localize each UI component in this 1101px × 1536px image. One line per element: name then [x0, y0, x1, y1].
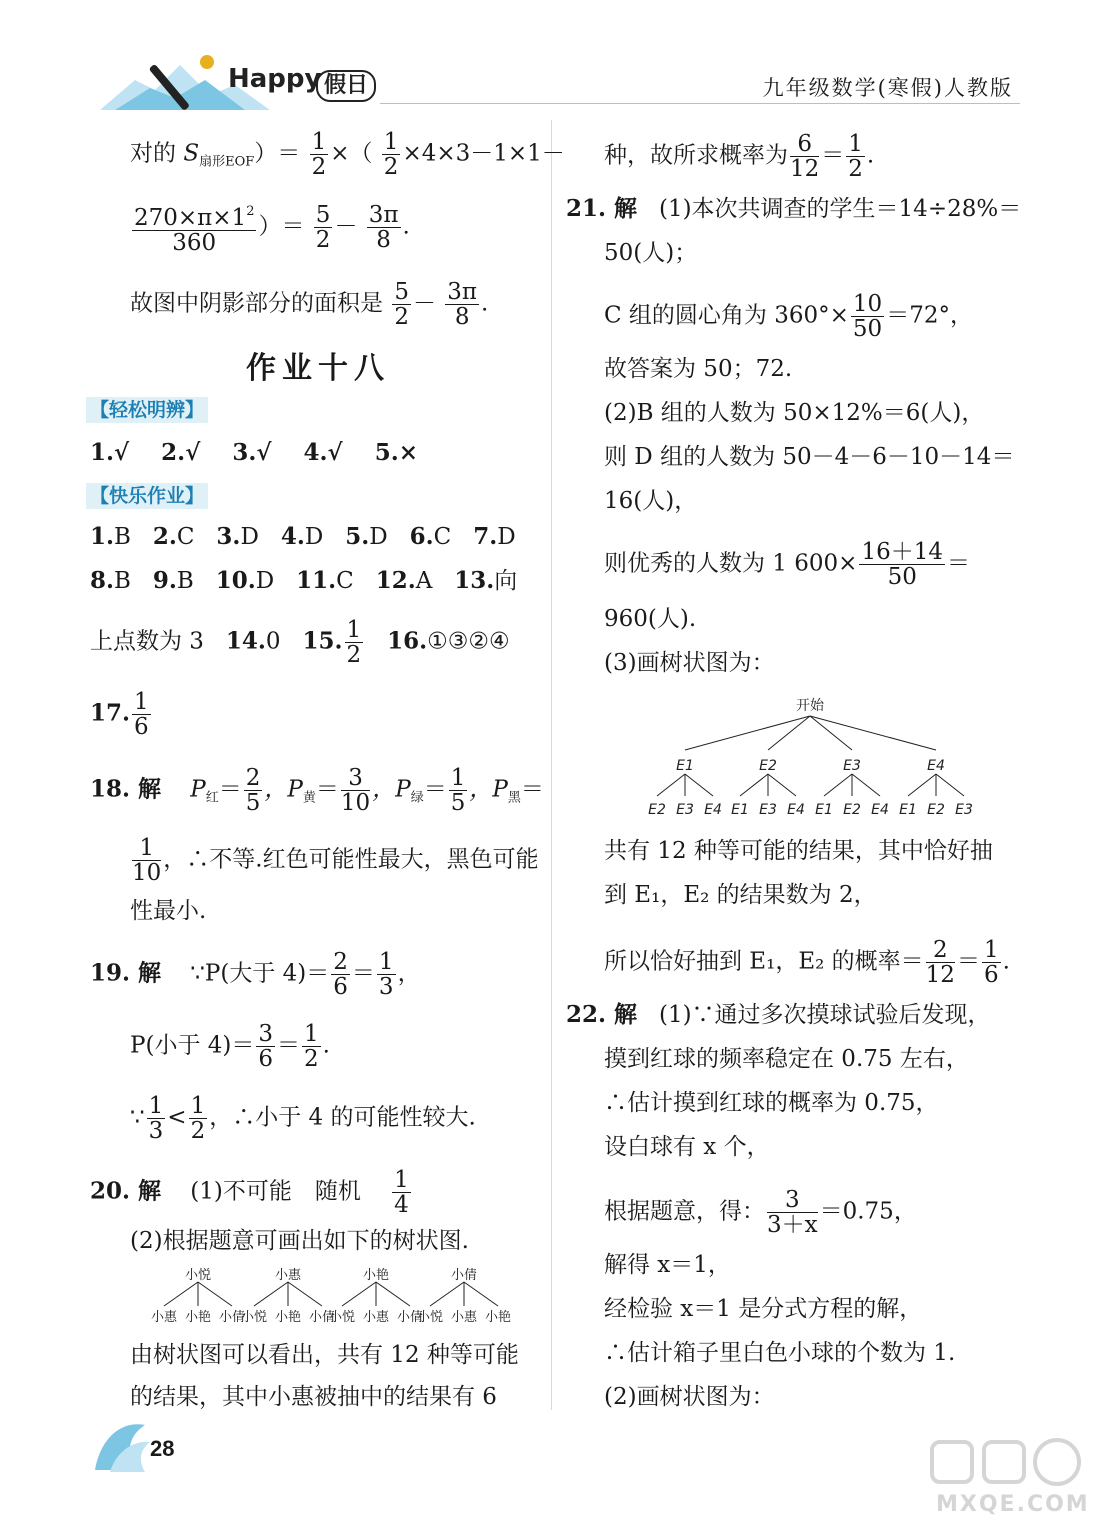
tree21-leaf: E4: [787, 802, 805, 818]
fraction: $\frac{6}{12}$: [790, 131, 820, 182]
left-line-1: 对的 $S_{扇形EOF})=$ $\frac{1}{2}$ ×（ $\frac{1}{2}$ ×4×3－1×1－: [130, 129, 565, 180]
answer-21-line-6: 则 D 组的人数为 50－4－6－10－14＝: [604, 444, 1015, 470]
tree20-leaf: 小倩: [308, 1310, 336, 1325]
tree21-mid-4: E4: [927, 758, 945, 774]
fraction: $\frac{2}{5}$: [245, 765, 261, 816]
answer-21-line-5: (2)B 组的人数为 50×12%＝6(人)，: [604, 400, 985, 426]
judge-answers: 1.√ 2.√ 3.√ 4.√ 5.×: [90, 439, 418, 466]
fraction: $\frac{1}{3}$: [378, 949, 394, 1000]
tree21-leaf: E2: [843, 802, 861, 818]
tree20-leaf: 小倩: [396, 1310, 424, 1325]
fraction: $\frac{1}{2}$: [383, 129, 399, 180]
fraction: $\frac{16+14}{50}$: [861, 539, 943, 590]
tree21-leaf: E3: [676, 802, 694, 818]
answer-21-line-10: (3)画树状图为：: [604, 650, 775, 676]
answer-21-line-13: 所以恰好抽到 E₁，E₂ 的概率＝ $\frac{2}{12}$ ＝ $\frac{1}{6}$ .: [604, 937, 1010, 988]
answer-22-line-5: 根据题意，得： $\frac{3}{3+x}$ ＝0.75，: [604, 1187, 917, 1238]
tag-easy-judge: 【轻松明辨】: [86, 397, 208, 423]
answer-21-line-11: 共有 12 种等可能的结果，其中恰好抽: [604, 838, 993, 864]
answer-19-line-3: ∵ $\frac{1}{3}$ < $\frac{1}{2}$ ，∴小于 4 的可能性较大.: [130, 1093, 476, 1144]
tree21-leaf: E2: [648, 802, 666, 818]
answer-22-line-3: ∴估计摸到红球的概率为 0.75，: [604, 1090, 939, 1116]
tree20-leaf: 小惠: [362, 1310, 390, 1325]
answer-22-line-7: 经检验 x＝1 是分式方程的解，: [604, 1296, 923, 1322]
page-number: 28: [150, 1436, 175, 1461]
answers-row-3: 上点数为 3 14.0 15. $\frac{1}{2}$ 16.①③②④: [90, 617, 510, 668]
fraction: $\frac{3}{10}$: [340, 765, 371, 816]
tree-diagram-21: [640, 692, 980, 820]
answer-21-line-9: 960(人).: [604, 606, 697, 632]
tree21-leaf: E4: [871, 802, 889, 818]
answer-22-line-1: 22. 解 (1)∵通过多次摸球试验后发现，: [566, 1001, 991, 1028]
answer-21-line-12: 到 E₁，E₂ 的结果数为 2，: [604, 882, 877, 908]
tree21-leaf: E1: [899, 802, 917, 818]
tree21-root: 开始: [796, 698, 824, 714]
tree20-leaf: 小惠: [450, 1310, 478, 1325]
fraction: $\frac{2}{12}$: [925, 937, 955, 988]
fraction: $\frac{3\pi}{8}$: [447, 279, 478, 330]
tree21-leaf: E1: [815, 802, 833, 818]
tree20-leaf: 小惠: [150, 1310, 178, 1325]
tree21-mid-1: E1: [676, 758, 694, 774]
right-line-1: 种，故所求概率为 $\frac{6}{12}$ ＝ $\frac{1}{2}$ .: [604, 131, 875, 182]
answer-20-line-1: 20. 解 (1)不可能 随机 $\frac{1}{4}$: [90, 1167, 409, 1218]
fraction: $\frac{1}{2}$: [304, 1021, 319, 1072]
fraction: $\frac{3\pi}{8}$: [368, 202, 399, 253]
tree20-leaf: 小悦: [240, 1310, 268, 1325]
tree21-leaf: E2: [927, 802, 945, 818]
fraction: $\frac{1}{2}$: [346, 617, 362, 668]
fraction: $\frac{3}{6}$: [258, 1021, 274, 1072]
answer-22-line-9: (2)画树状图为：: [604, 1384, 775, 1410]
tree20-root-1: 小悦: [184, 1268, 212, 1283]
answers-row-1: 1.B 2.C 3.D 4.D 5.D 6.C 7.D: [90, 523, 516, 550]
answer-18-line-2: $\frac{1}{10}$ ，∴不等.红色可能性最大，黑色可能: [132, 835, 539, 886]
answer-19-line-2: P(小于 4)＝ $\frac{3}{6}$ ＝ $\frac{1}{2}$ .: [130, 1021, 330, 1072]
fraction: $\frac{3}{3+x}$: [767, 1187, 818, 1238]
answer-22-line-4: 设白球有 x 个，: [604, 1134, 770, 1160]
fraction: $\frac{5}{2}$: [394, 279, 409, 330]
tree20-leaf: 小艳: [484, 1310, 512, 1325]
answer-18-line-1: 18. 解 $P_红=$ $\frac{2}{5}$ ，$P_黄=$ $\frac{3}{10}$ ，$P_绿=$ $\frac{1}{5}$ ，$P_黑=$: [90, 765, 544, 816]
answer-21-line-3: C 组的圆心角为 360°× $\frac{10}{50}$ ＝72°，: [604, 291, 973, 342]
answer-21-line-2: 50(人)；: [604, 240, 698, 266]
tree21-mid-2: E2: [759, 758, 777, 774]
answer-21-line-8: 则优秀的人数为 1 600× $\frac{16+14}{50}$ ＝: [604, 539, 970, 590]
tree20-root-4: 小倩: [450, 1268, 478, 1283]
watermark: [922, 1434, 1092, 1524]
fraction: $\frac{5}{2}$: [315, 202, 331, 253]
tree20-leaf: 小艳: [274, 1310, 302, 1325]
watermark-text: MXQE.COM: [936, 1492, 1090, 1517]
answer-21-line-1: 21. 解 (1)本次共调查的学生＝14÷28%＝: [566, 195, 1022, 222]
fraction: $\frac{1}{2}$: [190, 1093, 206, 1144]
fraction: $\frac{2}{6}$: [333, 949, 348, 1000]
tree20-leaf: 小悦: [416, 1310, 444, 1325]
tree21-leaf: E1: [731, 802, 749, 818]
brand-jiari: 假日: [316, 70, 376, 102]
fraction: $\frac{1}{3}$: [148, 1093, 164, 1144]
tag-happy-homework: 【快乐作业】: [86, 483, 208, 509]
left-line-3: 故图中阴影部分的面积是 $\frac{5}{2}$ － $\frac{3\pi}{8}$ .: [130, 279, 489, 330]
fraction: $\frac{1}{5}$: [450, 765, 466, 816]
tree-diagram-20: [148, 1266, 528, 1328]
header-rule: [380, 103, 1020, 104]
tree20-root-3: 小艳: [362, 1268, 390, 1283]
tree20-leaf: 小艳: [184, 1310, 212, 1325]
fraction: $\frac{1}{6}$: [983, 937, 999, 988]
column-divider: [551, 120, 552, 1410]
answer-22-line-6: 解得 x＝1，: [604, 1252, 731, 1278]
tree21-leaf: E3: [955, 802, 973, 818]
left-line-2: $\frac{270\times\pi\times 1^2}{360}$ ）＝ $\frac{5}{2}$ － $\frac{3\pi}{8}$ .: [134, 202, 410, 256]
tree20-root-2: 小惠: [274, 1268, 302, 1283]
answer-19-line-1: 19. 解 ∵P(大于 4)＝ $\frac{2}{6}$ ＝ $\frac{1}{3}$ ，: [90, 949, 421, 1000]
fraction: $\frac{1}{10}$: [132, 835, 162, 886]
answer-21-line-4: 故答案为 50；72.: [604, 356, 793, 382]
tree21-mid-3: E3: [843, 758, 861, 774]
fraction: $\frac{270\times\pi\times 1^2}{360}$: [132, 200, 256, 255]
tree20-leaf: 小倩: [218, 1310, 246, 1325]
answer-18-line-3: 性最小.: [130, 898, 207, 924]
answer-20-line-3: 由树状图可以看出，共有 12 种等可能: [130, 1342, 519, 1368]
answer-20-line-2: (2)根据题意可画出如下的树状图.: [130, 1228, 469, 1254]
answer-22-line-8: ∴估计箱子里白色小球的个数为 1.: [604, 1340, 956, 1366]
book-title: 九年级数学(寒假)人教版: [762, 76, 1013, 100]
fraction: $\frac{1}{2}$: [848, 131, 863, 182]
answer-17: 17. $\frac{1}{6}$: [90, 689, 149, 740]
fraction: $\frac{1}{4}$: [394, 1167, 409, 1218]
answer-20-line-4: 的结果，其中小惠被抽中的结果有 6: [130, 1384, 497, 1410]
answers-row-2: 8.B 9.B 10.D 11.C 12.A 13.向: [90, 567, 518, 594]
section-title: 作业十八: [246, 351, 390, 386]
fraction: $\frac{1}{6}$: [134, 689, 149, 740]
tree21-leaf: E4: [704, 802, 722, 818]
fraction: $\frac{1}{2}$: [311, 129, 327, 180]
tree21-leaf: E3: [759, 802, 777, 818]
tree20-leaf: 小悦: [328, 1310, 356, 1325]
brand-happy: Happy: [228, 64, 322, 94]
fraction: $\frac{10}{50}$: [852, 291, 883, 342]
answer-22-line-2: 摸到红球的频率稳定在 0.75 左右，: [604, 1046, 969, 1072]
answer-21-line-7: 16(人)，: [604, 488, 698, 514]
